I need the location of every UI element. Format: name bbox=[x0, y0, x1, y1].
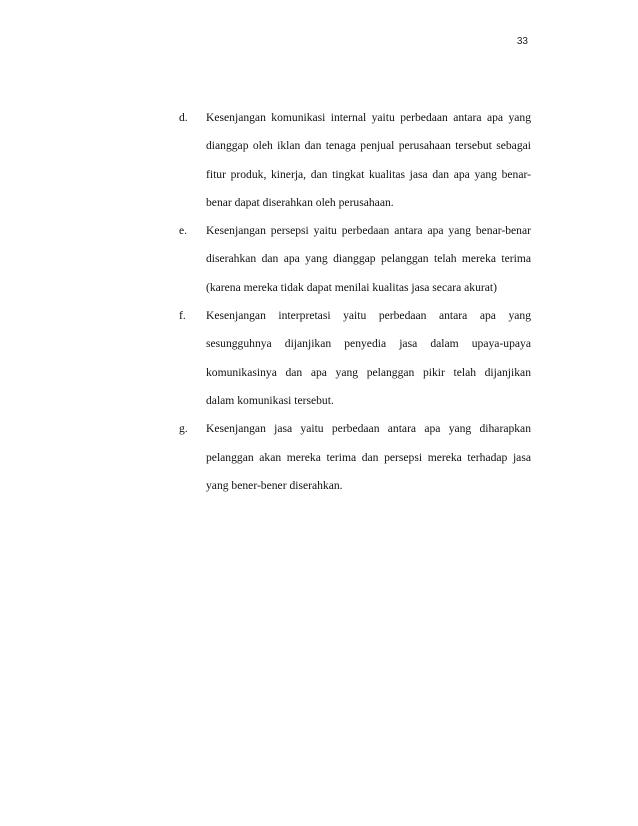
text-line: Kesenjangan interpretasi yaitu perbedaan antara apa yang bbox=[206, 309, 531, 323]
text-line: dalam komunikasi tersebut. bbox=[206, 393, 334, 407]
list-marker: f. bbox=[179, 309, 186, 323]
list-item-g bbox=[179, 415, 531, 500]
text-line: dianggap oleh iklan dan tenaga penjual perusahaan tersebut sebagai bbox=[206, 139, 531, 153]
text-line: fitur produk, kinerja, dan tingkat kualitas jasa dan apa yang benar- bbox=[206, 167, 531, 181]
list-item-f bbox=[179, 302, 531, 415]
text-line: diserahkan dan apa yang dianggap pelanggan telah mereka terima bbox=[206, 252, 531, 266]
list-item-d bbox=[179, 104, 531, 217]
gap-list bbox=[179, 104, 531, 500]
text-line: Kesenjangan jasa yaitu perbedaan antara apa yang diharapkan bbox=[206, 422, 531, 436]
list-marker: e. bbox=[179, 224, 188, 238]
text-line: benar dapat diserahkan oleh perusahaan. bbox=[206, 195, 394, 209]
text-line: (karena mereka tidak dapat menilai kualitas jasa secara akurat) bbox=[206, 280, 497, 294]
page-number: 33 bbox=[516, 36, 528, 47]
text-line: komunikasinya dan apa yang pelanggan pikir telah dijanjikan bbox=[206, 365, 531, 379]
list-item-e bbox=[179, 217, 531, 302]
text-line: pelanggan akan mereka terima dan persepsi mereka terhadap jasa bbox=[206, 450, 531, 464]
list-marker: g. bbox=[179, 422, 188, 436]
text-line: Kesenjangan komunikasi internal yaitu perbedaan antara apa yang bbox=[206, 111, 531, 124]
text-line: sesungguhnya dijanjikan penyedia jasa dalam upaya-upaya bbox=[206, 337, 531, 351]
list-marker: d. bbox=[179, 111, 188, 124]
text-line: yang bener-bener diserahkan. bbox=[206, 478, 343, 492]
text-line: Kesenjangan persepsi yaitu perbedaan antara apa yang benar-benar bbox=[206, 224, 531, 238]
